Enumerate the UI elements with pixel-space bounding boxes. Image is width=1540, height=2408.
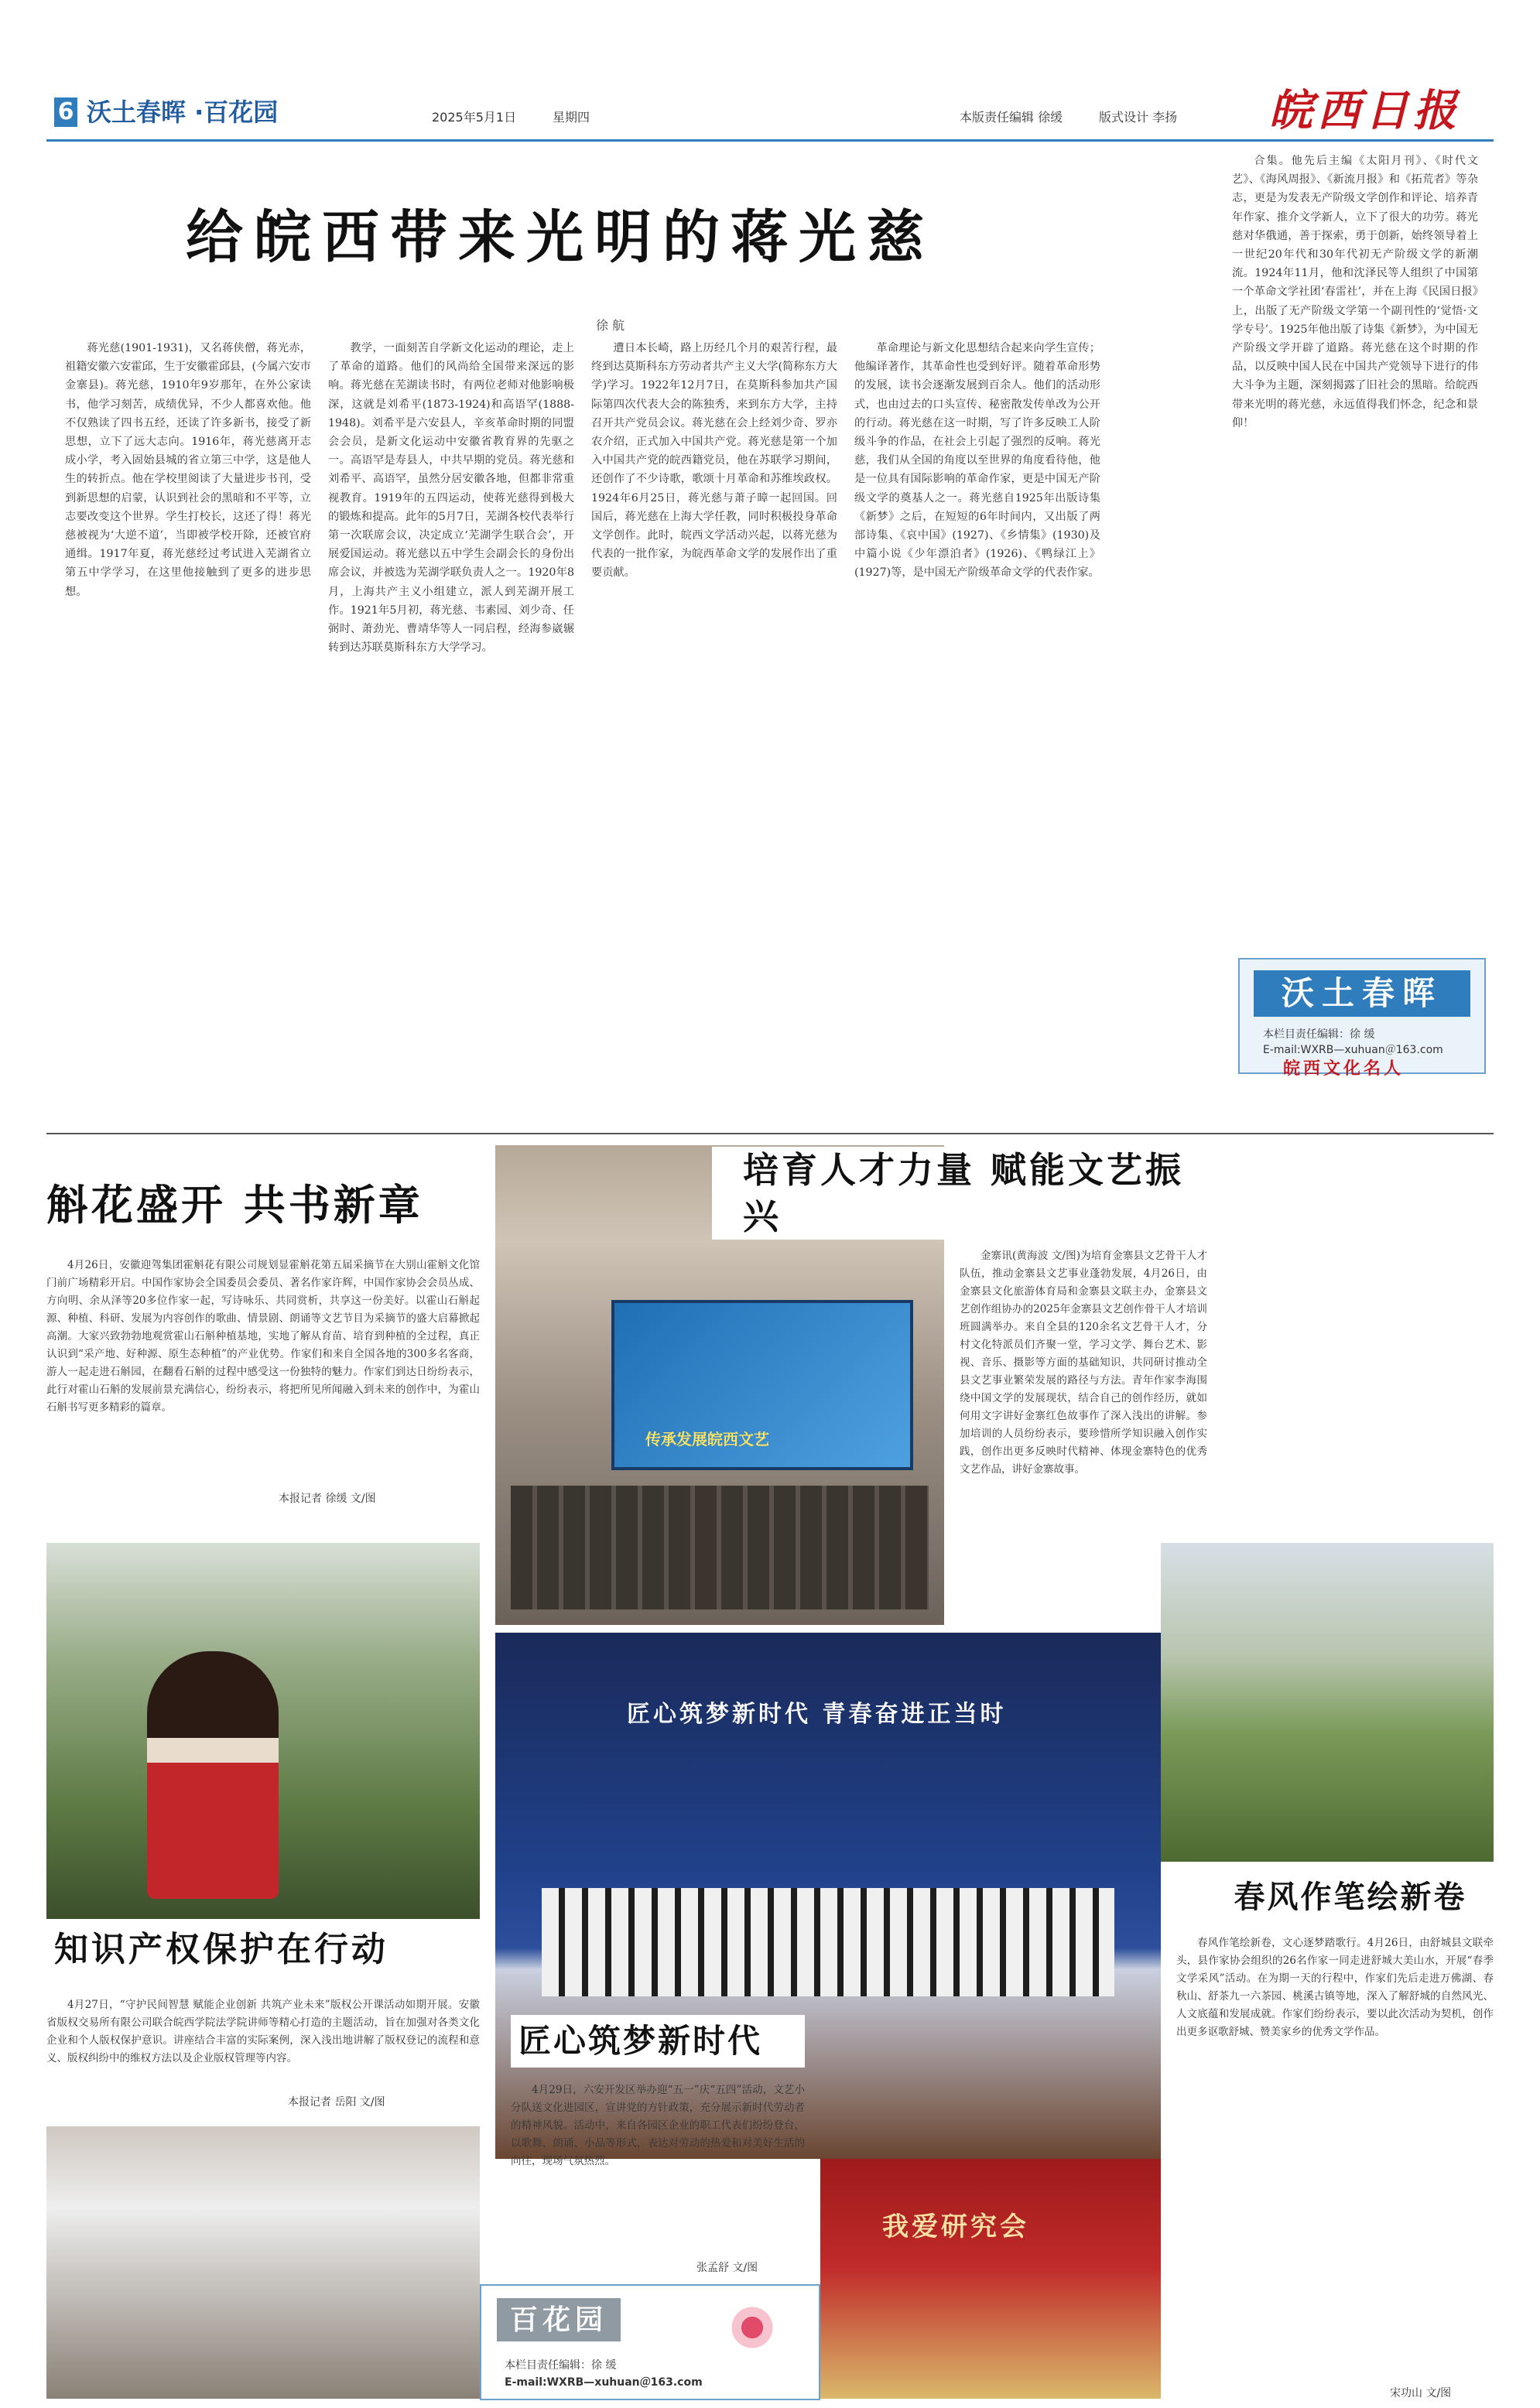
- masthead-rule: [46, 139, 1494, 142]
- promo-editor: 本栏目责任编辑：徐 缓: [1263, 1028, 1375, 1041]
- promo-editor: 本栏目责任编辑：徐 缓: [505, 2359, 617, 2372]
- lead-column-4: 革命理论与新文化思想结合起来向学生宣传；他编译著作，其革命性也受到好评。随着革命形势的发展，读书会逐渐发展到百余人。他们的活动形式，也由过去的口头宣传、秘密散发传单改为公开的行动。蒋光慈在这一时期，写了许多反映工人阶级斗争的作品，在社会上引起了强烈的反响。蒋光慈，我们从全国的角度以至世界的角度看待他，他是一位具有国际影响的革命作家，更是中国无产阶级文学的奠基人之一。蒋光慈自1925年出版诗集《新梦》之后，在短短的6年时间内，又出版了两部诗集、《哀中国》(1927)、《乡情集》(1930)及中篇小说《少年漂泊者》(1926)、《鸭绿江上》(1927)等，是中国无产阶级革命文学的代表作家。: [854, 342, 1100, 580]
- lead-author: 徐 航: [596, 318, 625, 333]
- article-byline: 本报记者 岳阳 文/图: [288, 2096, 385, 2109]
- article-photo: [46, 1543, 480, 1919]
- article-photo: [820, 2159, 1161, 2399]
- article-photo: [46, 2126, 480, 2399]
- stage-banner: 我爱研究会: [882, 2211, 1029, 2242]
- lead-column-5: 合集。他先后主编《太阳月刊》、《时代文艺》、《海风周报》、《新流月报》和《拓荒者》等杂志，更是为发表无产阶级文学创作和评论、培养青年作家、推介文学新人，立下了很大的功劳。蒋光慈对华俄通，善于探索，勇于创新，始终领导着上一世纪20年代和30年代初无产阶级文学的新潮流。1924年11月，他和沈泽民等人组织了中国第一个革命文学社团‘春雷社’，并在上海《民国日报》上，出版了无产阶级文学第一个副刊性的‘觉悟·文学专号’。1925年他出版了诗集《新梦》，为中国无产阶级文学开辟了道路。蒋光慈在这个时期的作品，以反映中国人民在中国共产党领导下进行的伟大斗争为主题，深刻揭露了旧社会的黑暗。给皖西带来光明的蒋光慈，永远值得我们怀念，纪念和景仰！: [1232, 155, 1478, 429]
- article-byline: 本报记者 徐缓 文/图: [279, 1493, 376, 1505]
- promo-email: E-mail:WXRB—xuhuan＠163.com: [1263, 1044, 1443, 1056]
- stage-banner: 匠心筑梦新时代 青春奋进正当时: [627, 1701, 1007, 1728]
- promo-email: E-mail:WXRB—xuhuan＠163.com: [505, 2376, 703, 2389]
- issue-weekday: 星期四: [553, 110, 590, 125]
- page-editor: 本版责任编辑 徐缓: [960, 110, 1063, 125]
- lead-column-2: 教学，一面刻苦自学新文化运动的理论，走上了革命的道路。他们的风尚给全国带来深远的影响。蒋光慈在芜湖读书时，有两位老师对他影响极深，这就是刘希平(1873-1924)和高语罕(1888-1948)。刘希平是六安县人，辛亥革命时期的同盟会会员，是新文化运动中安徽省教育界的先驱之一。高语罕是寿县人，中共早期的党员。蒋光慈和刘希平、高语罕，虽然分居安徽各地，但都非常重视教育。1919年的五四运动，使蒋光慈得到极大的锻炼和提高。此年的5月7日，芜湖各校代表举行第一次联席会议，决定成立‘芜湖学生联合会’，开展爱国运动。蒋光慈以五中学生会副会长的身份出席会议，并被选为芜湖学联负责人之一。1920年8月，上海共产主义小组建立，派人到芜湖开展工作。1921年5月初，蒋光慈、韦素园、刘少奇、任弼时、萧劲光、曹靖华等人一同启程，经海参崴辗转到达苏联莫斯科东方大学学习。: [328, 342, 574, 655]
- article-photo: [1161, 1543, 1494, 1862]
- column-promo-box: [1238, 958, 1486, 1079]
- article-body: 金寨讯(黄海波 文/图)为培育金寨县文艺骨干人才队伍，推动金寨县文艺事业蓬勃发展，4月26日，由金寨县文化旅游体育局和金寨县文联主办，金寨县文艺创作组协办的2025年金寨县文艺创作骨干人才培训班圆满举办。来自全县的120余名文艺骨干人才，分村文化特派员们齐聚一堂，学习文学、舞台艺术、影视、音乐、摄影等方面的基础知识，共同研讨推动全县文艺事业繁荣发展的路径与方法。青年作家李海围绕中国文学的发展现状，结合自己的创作经历，就如何用文字讲好金寨红色故事作了深入浅出的讲解。参加培训的人员纷纷表示，要珍惜所学知识融入创作实践，创作出更多反映时代精神、体现金寨特色的优秀文艺作品，讲好金寨故事。: [960, 1250, 1207, 1476]
- page-designer: 版式设计 李扬: [1099, 110, 1178, 125]
- page-number: 6: [54, 97, 77, 127]
- article-headline: 匠心筑梦新时代: [511, 2015, 805, 2068]
- article-body: 4月27日，“守护民间智慧 赋能企业创新 共筑产业未来”版权公开课活动如期开展。安徽省版权交易所有限公司联合皖西学院法学院讲师等精心打造的主题活动，旨在加强对各类文化企业和个人版权保护意识。讲座结合丰富的实际案例，深入浅出地讲解了版权登记的流程和意义、版权纠纷中的维权方法以及企业版权管理等内容。: [46, 1999, 480, 2064]
- article-body: 4月26日，安徽迎驾集团霍斛花有限公司规划显霍斛花第五届采摘节在大别山霍斛文化馆门前广场精彩开启。中国作家协会全国委员会委员、著名作家许辉，中国作家协会会员丛成、方向明、余从泽等20多位作家一起，写诗咏乐、共同赏析，共享这一份美好。以霍山石斛起源、种植、科研、发展为内容创作的歌曲、情景剧、朗诵等文艺节目为采摘节的盛大启幕掀起高潮。大家兴致勃勃地观赏霍山石斛种植基地，实地了解从育苗、培育到种植的全过程，真正认识到“采产地、好种源、原生态种植”的产业优势。作家们和来自全国各地的300多名客商，游人一起走进石斛园，在翻看石斛的过程中感受这一份独特的魅力。作家们到达日纷纷表示，此行对霍山石斛的发展前景充满信心，纷纷表示，将把所见所闻融入到未来的创作中，为霍山石斛书写更多精彩的篇章。: [46, 1259, 480, 1414]
- lead-column-1: 蒋光慈(1901-1931)，又名蒋侠僧，蒋光赤，祖籍安徽六安霍邱，生于安徽霍邱县，(今属六安市金寨县)。蒋光慈，1910年9岁那年，在外公家读书，他学习刻苦，成绩优异，不少人都喜欢他。他不仅熟读了四书五经，还读了许多新书，接受了新思想，立下了远大志向。1916年，蒋光慈离开志成小学，考入固始县城的省立第三中学，这是他人生的转折点。他在学校里阅读了大量进步书刊，受到新思想的启蒙，认识到社会的黑暗和不平等，立志要改变这个世界。学生打校长，这还了得！蒋光慈被视为‘大逆不道’，当即被学校开除，还被官府通缉。1917年夏，蒋光慈经过考试进入芜湖省立第五中学学习，在这里他接触到了更多的进步思想。: [65, 342, 311, 598]
- article-body: 春风作笔绘新卷，文心逐梦踏歌行。4月26日，由舒城县文联牵头，县作家协会组织的26名作家一同走进舒城大美山水，开展“春季文学采风”活动。在为期一天的行程中，作家们先后走进万佛湖、春秋山、舒茶九一六茶园、桃溪古镇等地，深入了解舒城的自然风光、人文底蕴和发展成就。作家们纷纷表示，要以此次活动为契机，创作出更多讴歌舒城、赞美家乡的优秀文学作品。: [1176, 1937, 1494, 2038]
- promo-subtitle: 皖西文化名人: [1283, 1059, 1405, 1079]
- article-photo: [495, 1633, 1161, 2159]
- flower-illustration: [714, 2290, 791, 2383]
- projection-screen: [611, 1300, 913, 1470]
- section-divider: [46, 1133, 1494, 1134]
- article-headline: 知识产权保护在行动: [54, 1930, 388, 1969]
- article-byline: 宋功山 文/图: [1390, 2387, 1452, 2399]
- promo-title: 沃土春晖: [1254, 970, 1470, 1017]
- article-headline: 春风作笔绘新卷: [1234, 1879, 1467, 1915]
- performers-row: [542, 1888, 1114, 1996]
- article-headline: 斛花盛开 共书新章: [46, 1180, 423, 1230]
- article-body: 4月29日，六安开发区举办迎“五一”庆“五四”活动，文艺小分队送文化进园区，宣讲党的方针政策，充分展示新时代劳动者的精神风貌。活动中，来自各园区企业的职工代表们纷纷登台，以歌舞、朗诵、小品等形式，表达对劳动的热爱和对美好生活的向往，现场气氛热烈。: [511, 2084, 805, 2167]
- article-byline: 张孟舒 文/图: [696, 2262, 758, 2274]
- column-promo-box: [480, 2284, 820, 2400]
- section-title: 沃土春晖 ·百花园: [87, 97, 279, 127]
- audience-rows: [511, 1486, 929, 1609]
- issue-date: 2025年5月1日: [432, 110, 517, 125]
- promo-title: 百花园: [497, 2298, 621, 2341]
- screen-text: 传承发展皖西文艺: [645, 1430, 769, 1449]
- newspaper-logo: 皖西日报: [1269, 85, 1461, 136]
- lead-column-3: 遭日本长崎，路上历经几个月的艰苦行程，最终到达莫斯科东方劳动者共产主义大学(简称东方大学)学习。1922年12月7日，在莫斯科参加共产国际第四次代表大会的陈独秀，来到东方大学，主持召开共产党员会议。蒋光慈在会上经刘少奇、罗亦农介绍，正式加入中国共产党。蒋光慈是第一个加入中国共产党的皖西籍党员，他在苏联学习期间，还创作了不少诗歌，歌颂十月革命和苏维埃政权。1924年6月25日，蒋光慈与萧子暲一起回国。回国后，蒋光慈在上海大学任教，同时积极投身革命文学创作。此时，皖西文学活动兴起，以蒋光慈为代表的一批作家，为皖西革命文学的发展作出了重要贡献。: [591, 342, 837, 580]
- person-figure: [147, 1651, 279, 1899]
- lead-headline: 给皖西带来光明的蒋光慈: [186, 204, 935, 271]
- article-headline: 培育人才力量 赋能文艺振兴: [712, 1147, 1207, 1240]
